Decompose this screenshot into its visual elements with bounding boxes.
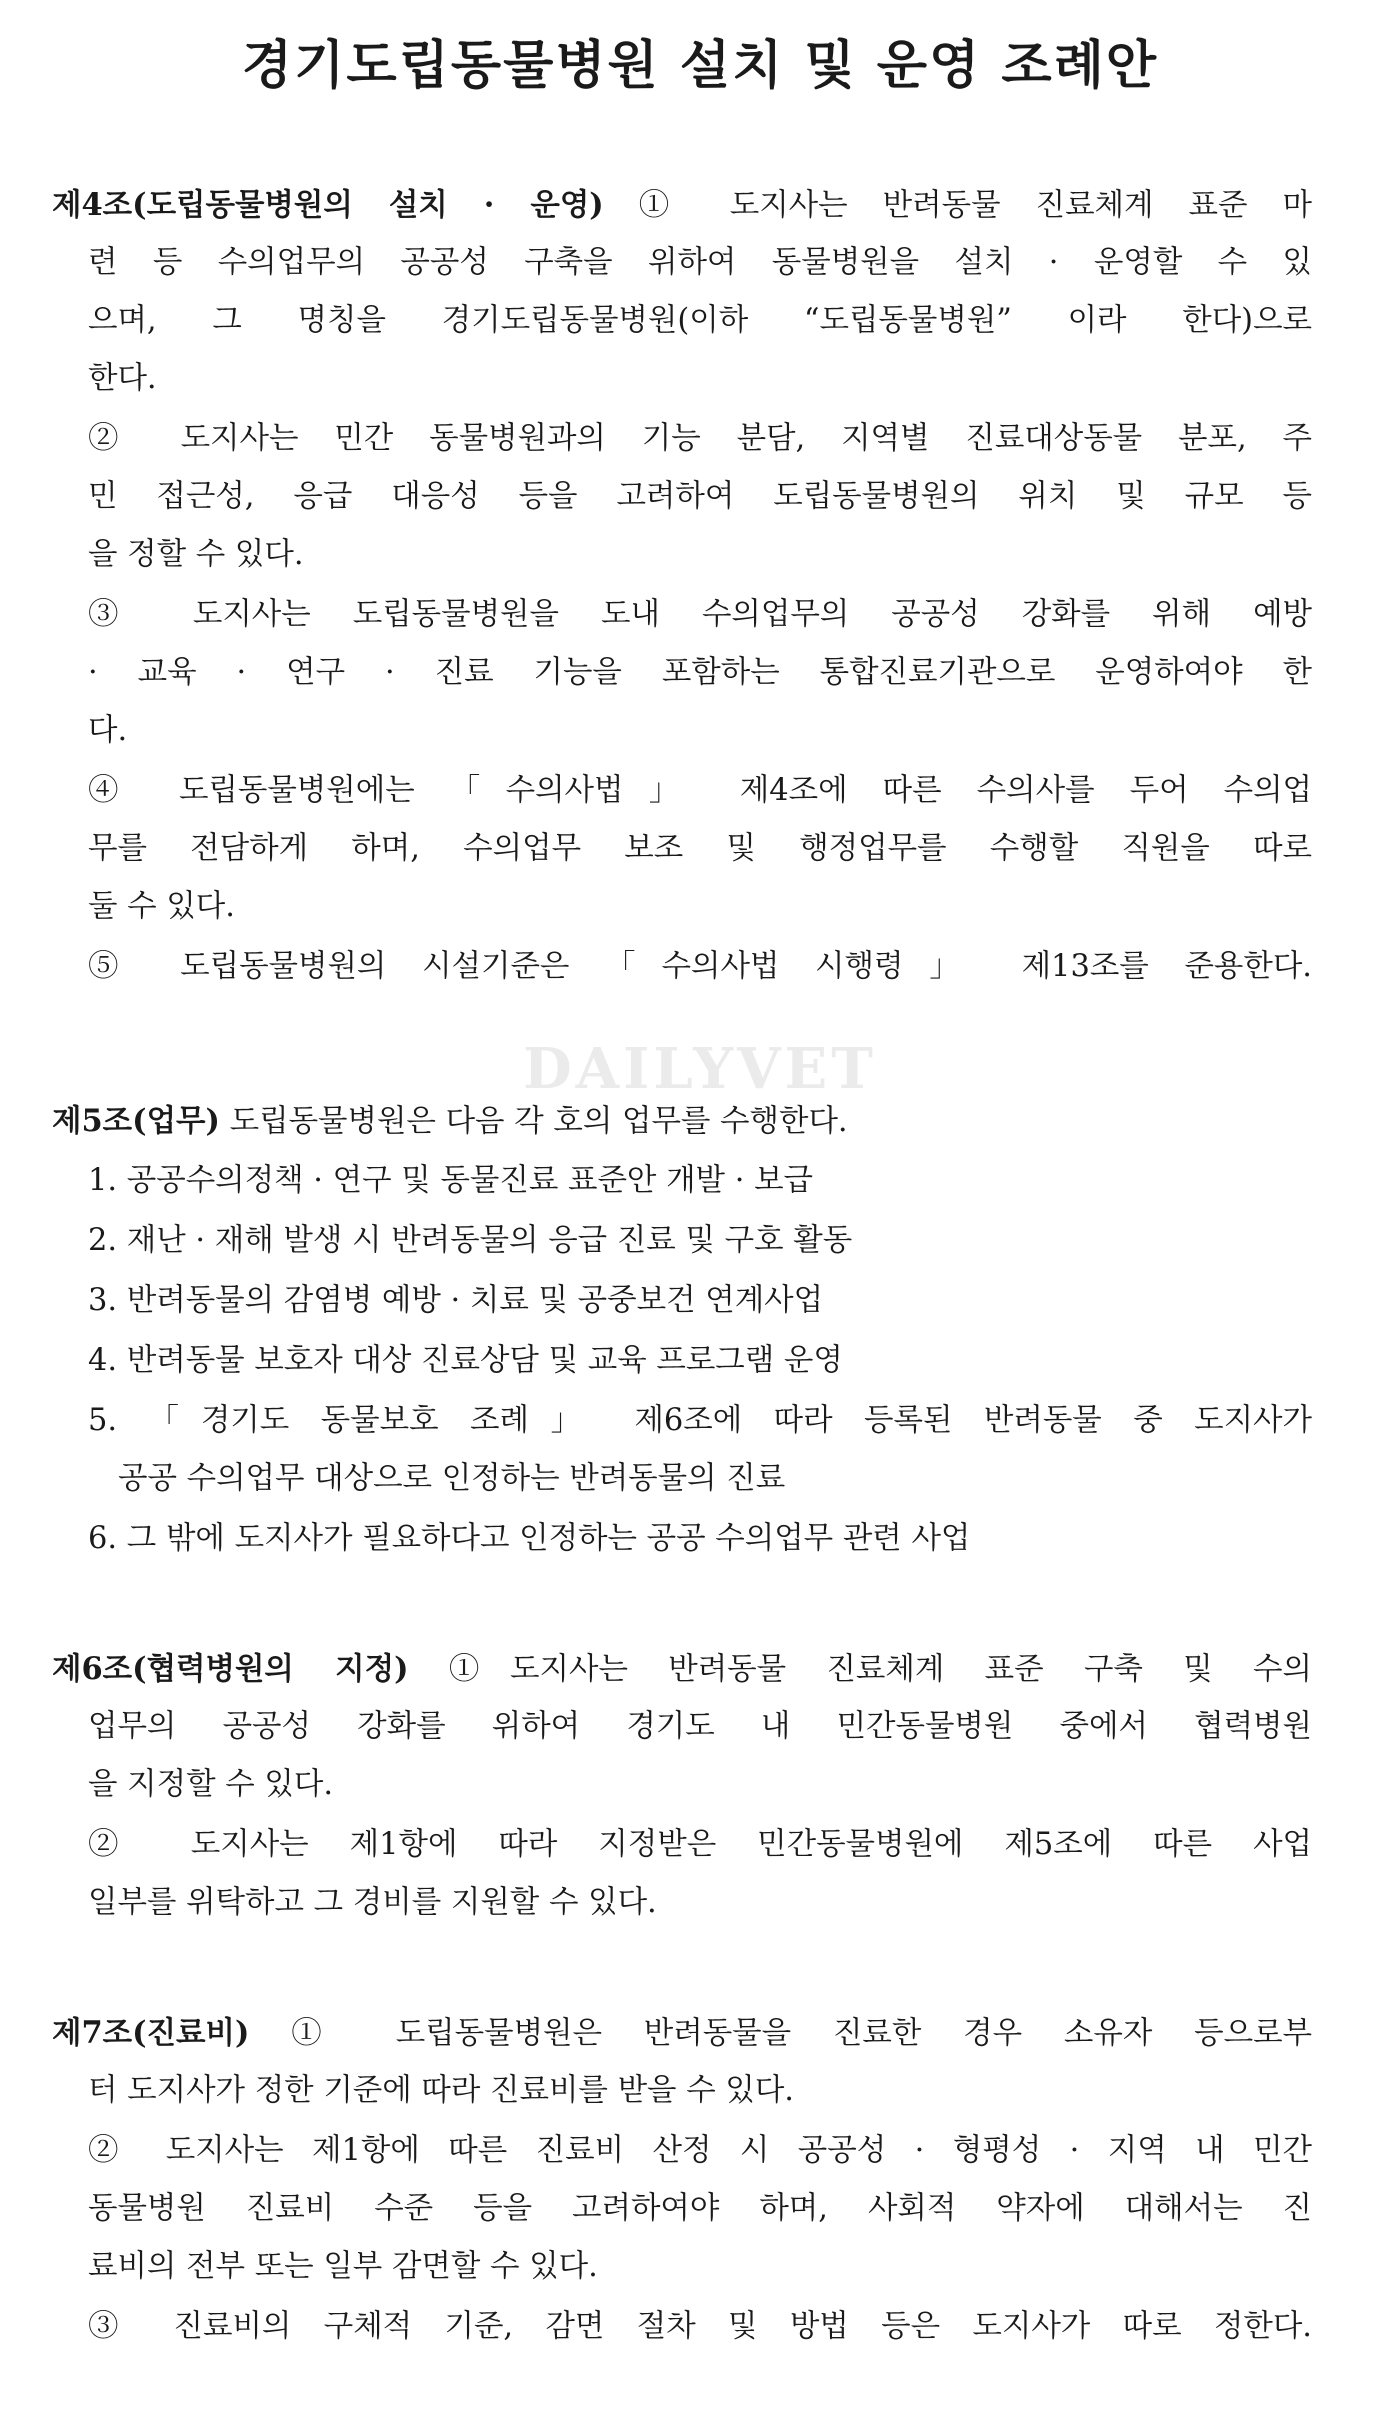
article-7-text: ① 도립동물병원은 반려동물을 진료한 경우 소유자 등으로부 [291, 2016, 1313, 2051]
article-7-line-1 [0, 2004, 1400, 2063]
article-4-para-2-line-3: 을 정할 수 있다. [88, 537, 304, 572]
article-6-para-2-line-1: ② 도지사는 제1항에 따라 지정받은 민간동물병원에 제5조에 따른 사업 [88, 1827, 1312, 1862]
article-4-para-4-line-3: 둘 수 있다. [88, 889, 235, 924]
article-6-line-3: 을 지정할 수 있다. [88, 1767, 334, 1802]
article-5-item-1: 1. 공공수의정책 · 연구 및 동물진료 표준안 개발 · 보급 [88, 1163, 814, 1198]
article-7-para-2-line-1: ② 도지사는 제1항에 따른 진료비 산정 시 공공성 · 형평성 · 지역 내 민간 [88, 2133, 1312, 2168]
article-6-line-2: 업무의 공공성 강화를 위하여 경기도 내 민간동물병원 중에서 협력병원 [88, 1709, 1312, 1744]
article-4-para-4-line-1: ④ 도립동물병원에는 「수의사법」 제4조에 따른 수의사를 두어 수의업 [88, 773, 1312, 808]
article-5-item-5-line-2: 공공 수의업무 대상으로 인정하는 반려동물의 진료 [118, 1461, 786, 1496]
article-5-intro: 도립동물병원은 다음 각 호의 업무를 수행한다. [229, 1104, 848, 1139]
article-4-text: ① 도지사는 반려동물 진료체계 표준 마 [638, 188, 1312, 223]
article-4-line-4: 한다. [88, 361, 157, 396]
article-4-para-2-line-2: 민 접근성, 응급 대응성 등을 고려하여 도립동물병원의 위치 및 규모 등 [88, 479, 1312, 514]
article-6-heading: 제6조(협력병원의 지정) [52, 1651, 409, 1687]
document-title: 경기도립동물병원 설치 및 운영 조례안 [241, 36, 1159, 96]
article-5-item-4: 4. 반려동물 보호자 대상 진료상담 및 교육 프로그램 운영 [88, 1343, 843, 1378]
article-4-line-3: 으며, 그 명칭을 경기도립동물병원(이하 “도립동물병원” 이라 한다)으로 [88, 303, 1312, 338]
article-7-para-3-line-1: ③ 진료비의 구체적 기준, 감면 절차 및 방법 등은 도지사가 따로 정한다. [88, 2309, 1312, 2344]
article-5-heading: 제5조(업무) [52, 1103, 220, 1139]
article-4-para-2-line-1: ② 도지사는 민간 동물병원과의 기능 분담, 지역별 진료대상동물 분포, 주 [88, 421, 1312, 456]
article-4-para-3-line-3: 다. [88, 713, 128, 748]
article-5-item-5-line-1: 5. 「경기도 동물보호 조례」 제6조에 따라 등록된 반려동물 중 도지사가 [88, 1403, 1312, 1438]
article-7-line-2: 터 도지사가 정한 기준에 따라 진료비를 받을 수 있다. [88, 2073, 794, 2108]
article-5-item-3: 3. 반려동물의 감염병 예방 · 치료 및 공중보건 연계사업 [88, 1283, 824, 1318]
article-4-line-1 [0, 176, 1400, 235]
article-6-line-1 [0, 1640, 1400, 1699]
article-7-para-2-line-3: 료비의 전부 또는 일부 감면할 수 있다. [88, 2249, 598, 2284]
article-5-item-6: 6. 그 밖에 도지사가 필요하다고 인정하는 공공 수의업무 관련 사업 [88, 1521, 971, 1556]
article-4-para-4-line-2: 무를 전담하게 하며, 수의업무 보조 및 행정업무를 수행할 직원을 따로 [88, 831, 1312, 866]
article-7-para-2-line-2: 동물병원 진료비 수준 등을 고려하여야 하며, 사회적 약자에 대해서는 진 [88, 2191, 1312, 2226]
article-4-para-3-line-1: ③ 도지사는 도립동물병원을 도내 수의업무의 공공성 강화를 위해 예방 [88, 597, 1312, 632]
watermark-logo: DAILYVET [523, 1036, 877, 1102]
article-5-item-2: 2. 재난 · 재해 발생 시 반려동물의 응급 진료 및 구호 활동 [88, 1223, 853, 1258]
article-6-text: ①도지사는 반려동물 진료체계 표준 구축 및 수의 [448, 1652, 1312, 1687]
article-5-line-1 [0, 1092, 1400, 1151]
article-4-line-2: 련 등 수의업무의 공공성 구축을 위하여 동물병원을 설치 · 운영할 수 있 [88, 245, 1312, 280]
article-7-heading: 제7조(진료비) [52, 2015, 250, 2051]
article-4-para-5-line-1: ⑤ 도립동물병원의 시설기준은 「수의사법 시행령」 제13조를 준용한다. [88, 949, 1312, 984]
article-4-para-3-line-2: · 교육 · 연구 · 진료 기능을 포함하는 통합진료기관으로 운영하여야 한 [88, 655, 1312, 690]
article-4-heading: 제4조(도립동물병원의 설치 · 운영) [52, 187, 604, 223]
article-6-para-2-line-2: 일부를 위탁하고 그 경비를 지원할 수 있다. [88, 1885, 657, 1920]
